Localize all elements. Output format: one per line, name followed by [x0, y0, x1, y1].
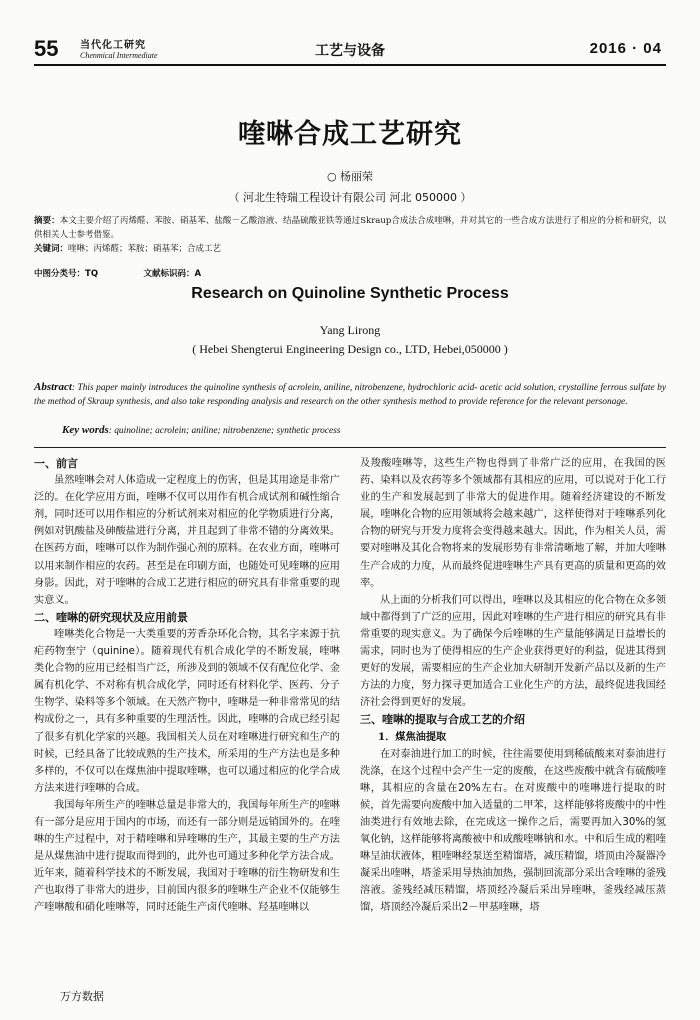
- paragraph: 虽然喹啉会对人体造成一定程度上的伤害，但是其用途是非常广泛的。在化学应用方面，喹啉不仅可以用作有机合成试剂和碱性缩合剂，同时还可以用作相应的分析试剂来对相应的化学物质进行分离，例如对钒酸盐及砷酸盐进行分离，并且起到了非常不错的分离效果。在医药方面，喹啉可以作为制作强心剂的原料。在农业方面，喹啉可以用来制作相应的农药。甚至是在印刷方面，也随处可见喹啉的应用身影。因此，对于喹啉的合成工艺进行相应的研究具有非常重要的现实意义。: [34, 475, 340, 606]
- keywords-cn-label: 关键词：: [34, 244, 69, 254]
- keywords-cn-text: 喹啉；丙烯醛；苯胺；硝基苯；合成工艺: [68, 244, 222, 254]
- doc-code-value: A: [194, 269, 202, 279]
- issue-number: 2016 · 04: [589, 40, 662, 57]
- keywords-en: [62, 424, 340, 436]
- body-column-left: [34, 455, 340, 917]
- header-divider: [34, 64, 666, 66]
- paragraph: 在对泰油进行加工的时候，往往需要使用到稀硫酸来对泰油进行洗涤，在这个过程中会产生一定的废酸，在这些废酸中就含有硫酸喹啉，其相应的含量在20%左右。在对废酸中的喹啉进行提取的时候，首先需要向废酸中加入适量的二甲苯，这样能够将废酸中的中性油类进行有效地去除，在完成这一操作之后，需要再加入30%的氢氧化钠，这样能够将离酸被中和成酸喹啉钠和水。中和后生成的粗喹啉呈油状液体，粗喹啉经泵送至精馏塔，减压精馏，塔顶由冷凝器冷凝采出喹啉，塔釜采用导热油加热，强制回流部分采出含喹啉的釜残溶液。釜残经减压精馏，塔顶经冷凝后采出异喹啉，釜残经减压蒸馏，塔顶经冷凝后采出2－甲基喹啉，塔: [360, 748, 666, 914]
- abstract-en: [34, 380, 666, 409]
- keywords-en-label: Key words: [62, 424, 109, 436]
- classification: [34, 267, 201, 279]
- affiliation-en: ( Hebei Shengterui Engineering Design co., LTD, Hebei,050000 ): [192, 342, 508, 356]
- watermark-footer: 万方数据: [60, 990, 104, 1003]
- abstract-divider: [34, 447, 666, 448]
- section-heading-process: 三、喹啉的提取与合成工艺的介绍: [360, 713, 525, 727]
- clc-value: TQ: [85, 269, 99, 279]
- paper-title: 喹啉合成工艺研究: [238, 119, 462, 150]
- page-number: 55: [34, 36, 59, 61]
- affiliation: （ 河北生特瑞工程设计有限公司 河北 050000 ）: [228, 191, 472, 204]
- journal-name-en: Chenmical Intermediate: [80, 51, 158, 60]
- section-heading-status: 二、喹啉的研究现状及应用前景: [34, 610, 188, 624]
- section-title: 工艺与设备: [315, 43, 385, 59]
- keywords-en-text: : quinoline; acrolein; aniline; nitrobenzene; synthetic process: [108, 426, 341, 436]
- paragraph: 喹啉类化合物是一大类重要的芳香杂环化合物，其名字来源于抗疟药物奎宁（quinine）。随着现代有机合成化学的不断发展，喹啉类化合物的应用已经相当广泛，所涉及到的领域不仅有配位化学、金属有机化学、不对称有机合成化学，同时还有材料化学、医药、分子生物学、染料等多个领域。在天然产物中，喹啉是一种非常常见的结构成份之一，具有多种重要的生理活性。因此，喹啉的合成已经引起了很多有机化学家的兴趣。我国相关人员在对喹啉进行研究和生产的时候，已经具备了比较成熟的生产技术，所采用的生产方法也是多种多样的，不仅可以在煤焦油中提取喹啉，也可以通过相应的化学合成方法来进行喹啉的合成。: [34, 628, 340, 794]
- author-en: Yang Lirong: [319, 323, 381, 337]
- author: ○ 杨丽荣: [326, 170, 374, 183]
- section-heading-intro: 一、前言: [34, 457, 78, 470]
- subsection-heading-coal-tar: 1．煤焦油提取: [378, 730, 447, 743]
- doc-code-label: 文献标识码：: [143, 269, 195, 279]
- abstract-en-text: : This paper mainly introduces the quinoline synthesis of acrolein, aniline, nitrobenzene, hydrochloric acid- acetic acid solution, crystalline ferrous sulfate by the method of Skraup synthesis, and also take responding analysis and research on the other synthesis method to provide reference for the relevant personage.: [34, 383, 666, 407]
- paragraph: 我国每年所生产的喹啉总量是非常大的，我国每年所生产的喹啉有一部分是应用于国内的市场，而还有一部分则是远销国外的。在喹啉的生产过程中，对于精喹啉和异喹啉的生产，其最主要的生产方法是从煤焦油中进行提取而得到的，此外也可通过多种化学方法合成。近年来，随着科学技术的不断发展，我国对于喹啉的衍生物研发和生产也取得了非常大的进步，目前国内很多的喹啉生产企业不仅能够生产喹啉酸和硝化喹啉等，同时还能生产卤代喹啉、羟基喹啉以: [34, 799, 340, 914]
- paragraph: 及羧酸喹啉等，这些生产物也得到了非常广泛的应用，在我国的医药、染料以及农药等多个领域都有其相应的应用，可以说对于化工行业的生产和发展起到了非常大的促进作用。随着经济建设的不断发展，喹啉化合物的应用领域将会越来越广，这样使得对于喹啉系列化合物的研究与开发力度将会变得越来越大。因此，作为相关人员，需要对喹啉及其化合物将来的发展形势有非常清晰地了解，并加大喹啉生产合成的力度，从而最终促进喹啉生产具有更高的质量和更高的效率。: [360, 458, 666, 589]
- abstract-cn-label: 摘要：: [34, 216, 60, 226]
- paragraph: 从上面的分析我们可以得出，喹啉以及其相应的化合物在众多领域中都得到了广泛的应用，因此对喹啉的生产进行相应的研究具有非常重要的现实意义。为了确保今后喹啉的生产量能够满足日益增长的需求，同时也为了使得相应的生产企业获得更好的利益，促进其得到更好的发展，需要相应的生产企业加大研制开发新产品以及新的生产方法的力度，努力探寻更加适合工业化生产的方法，最终促进我国经济社会得到更好的发展。: [360, 594, 666, 709]
- journal-name-cn: 当代化工研究: [80, 40, 146, 51]
- abstract-en-label: Abstract: [34, 381, 72, 393]
- paper-title-en: Research on Quinoline Synthetic Process: [191, 285, 509, 302]
- body-column-right: [360, 455, 666, 917]
- abstract-cn: [34, 214, 666, 256]
- abstract-cn-text: 本文主要介绍了丙烯醛、苯胺、硝基苯、盐酸－乙酸溶液、结晶硫酸亚铁等通过Skraup合成法合成喹啉，并对其它的一些合成方法进行了相应的分析和研究，以供相关人士参考借鉴。: [34, 216, 666, 240]
- clc-label: 中图分类号：: [34, 269, 86, 279]
